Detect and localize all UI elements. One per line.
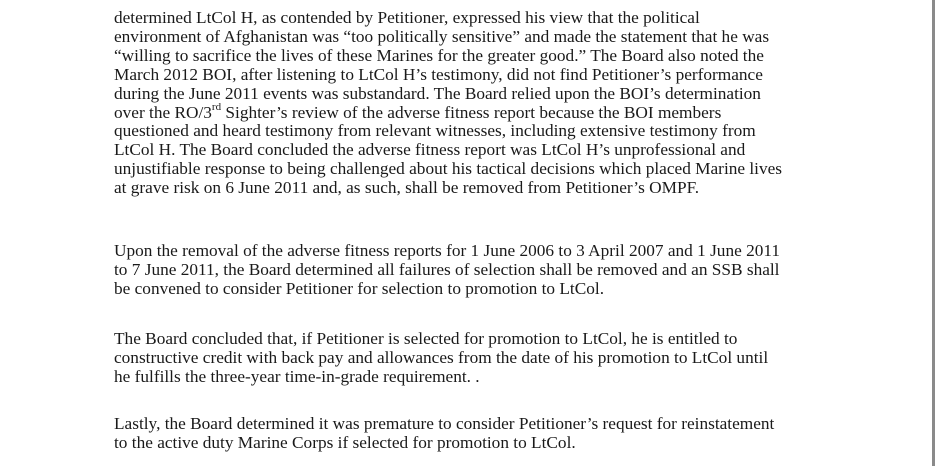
paragraph-board-findings: [114, 9, 914, 198]
text-line: LtCol H. The Board concluded the adverse fitness report was LtCol H’s unprofessional and: [114, 140, 746, 160]
text-line: [114, 100, 914, 123]
text-line: The Board concluded that, if Petitioner is selected for promotion to LtCol, he is entitled to: [114, 329, 738, 348]
text-line: constructive credit with back pay and allowances from the date of his promotion to LtCol until: [114, 347, 769, 367]
text-line: to 7 June 2011, the Board determined all failures of selection shall be removed and an SSB shall: [114, 259, 780, 279]
paragraph-removal-of-reports: [114, 242, 914, 299]
text-line: environment of Afghanistan was “too politically sensitive” and made the statement that he was: [114, 26, 770, 46]
text-line: “willing to sacrifice the lives of these Marines for the greater good.” The Board also noted the: [114, 45, 764, 65]
paragraph-constructive-credit: [114, 330, 914, 387]
text-line: determined LtCol H, as contended by Petitioner, expressed his view that the political: [114, 8, 700, 27]
text-fragment: Sighter’s review of the adverse fitness report because the BOI members: [221, 102, 722, 122]
text-line: be convened to consider Petitioner for selection to promotion to LtCol.: [114, 278, 605, 298]
text-line: unjustifiable response to being challenged about his tactical decisions which placed Marine lives: [114, 159, 783, 179]
text-line: Lastly, the Board determined it was premature to consider Petitioner’s request for reinstatement: [114, 414, 775, 433]
text-line: March 2012 BOI, after listening to LtCol H’s testimony, did not find Petitioner’s performance: [114, 64, 763, 84]
text-fragment: over the RO/3: [114, 102, 212, 122]
text-line: at grave risk on 6 June 2011 and, as such, shall be removed from Petitioner’s OMPF.: [114, 178, 700, 198]
superscript-ordinal: rd: [211, 100, 222, 113]
text-line: to the active duty Marine Corps if selected for promotion to LtCol.: [114, 432, 576, 452]
text-line: questioned and heard testimony from relevant witnesses, including extensive testimony from: [114, 121, 756, 141]
text-line: he fulfills the three-year time-in-grade requirement. .: [114, 366, 480, 386]
paragraph-reinstatement: [114, 415, 914, 453]
text-line: Upon the removal of the adverse fitness reports for 1 June 2006 to 3 April 2007 and 1 June 2011: [114, 241, 780, 260]
text-line: during the June 2011 events was substandard. The Board relied upon the BOI’s determination: [114, 83, 761, 103]
